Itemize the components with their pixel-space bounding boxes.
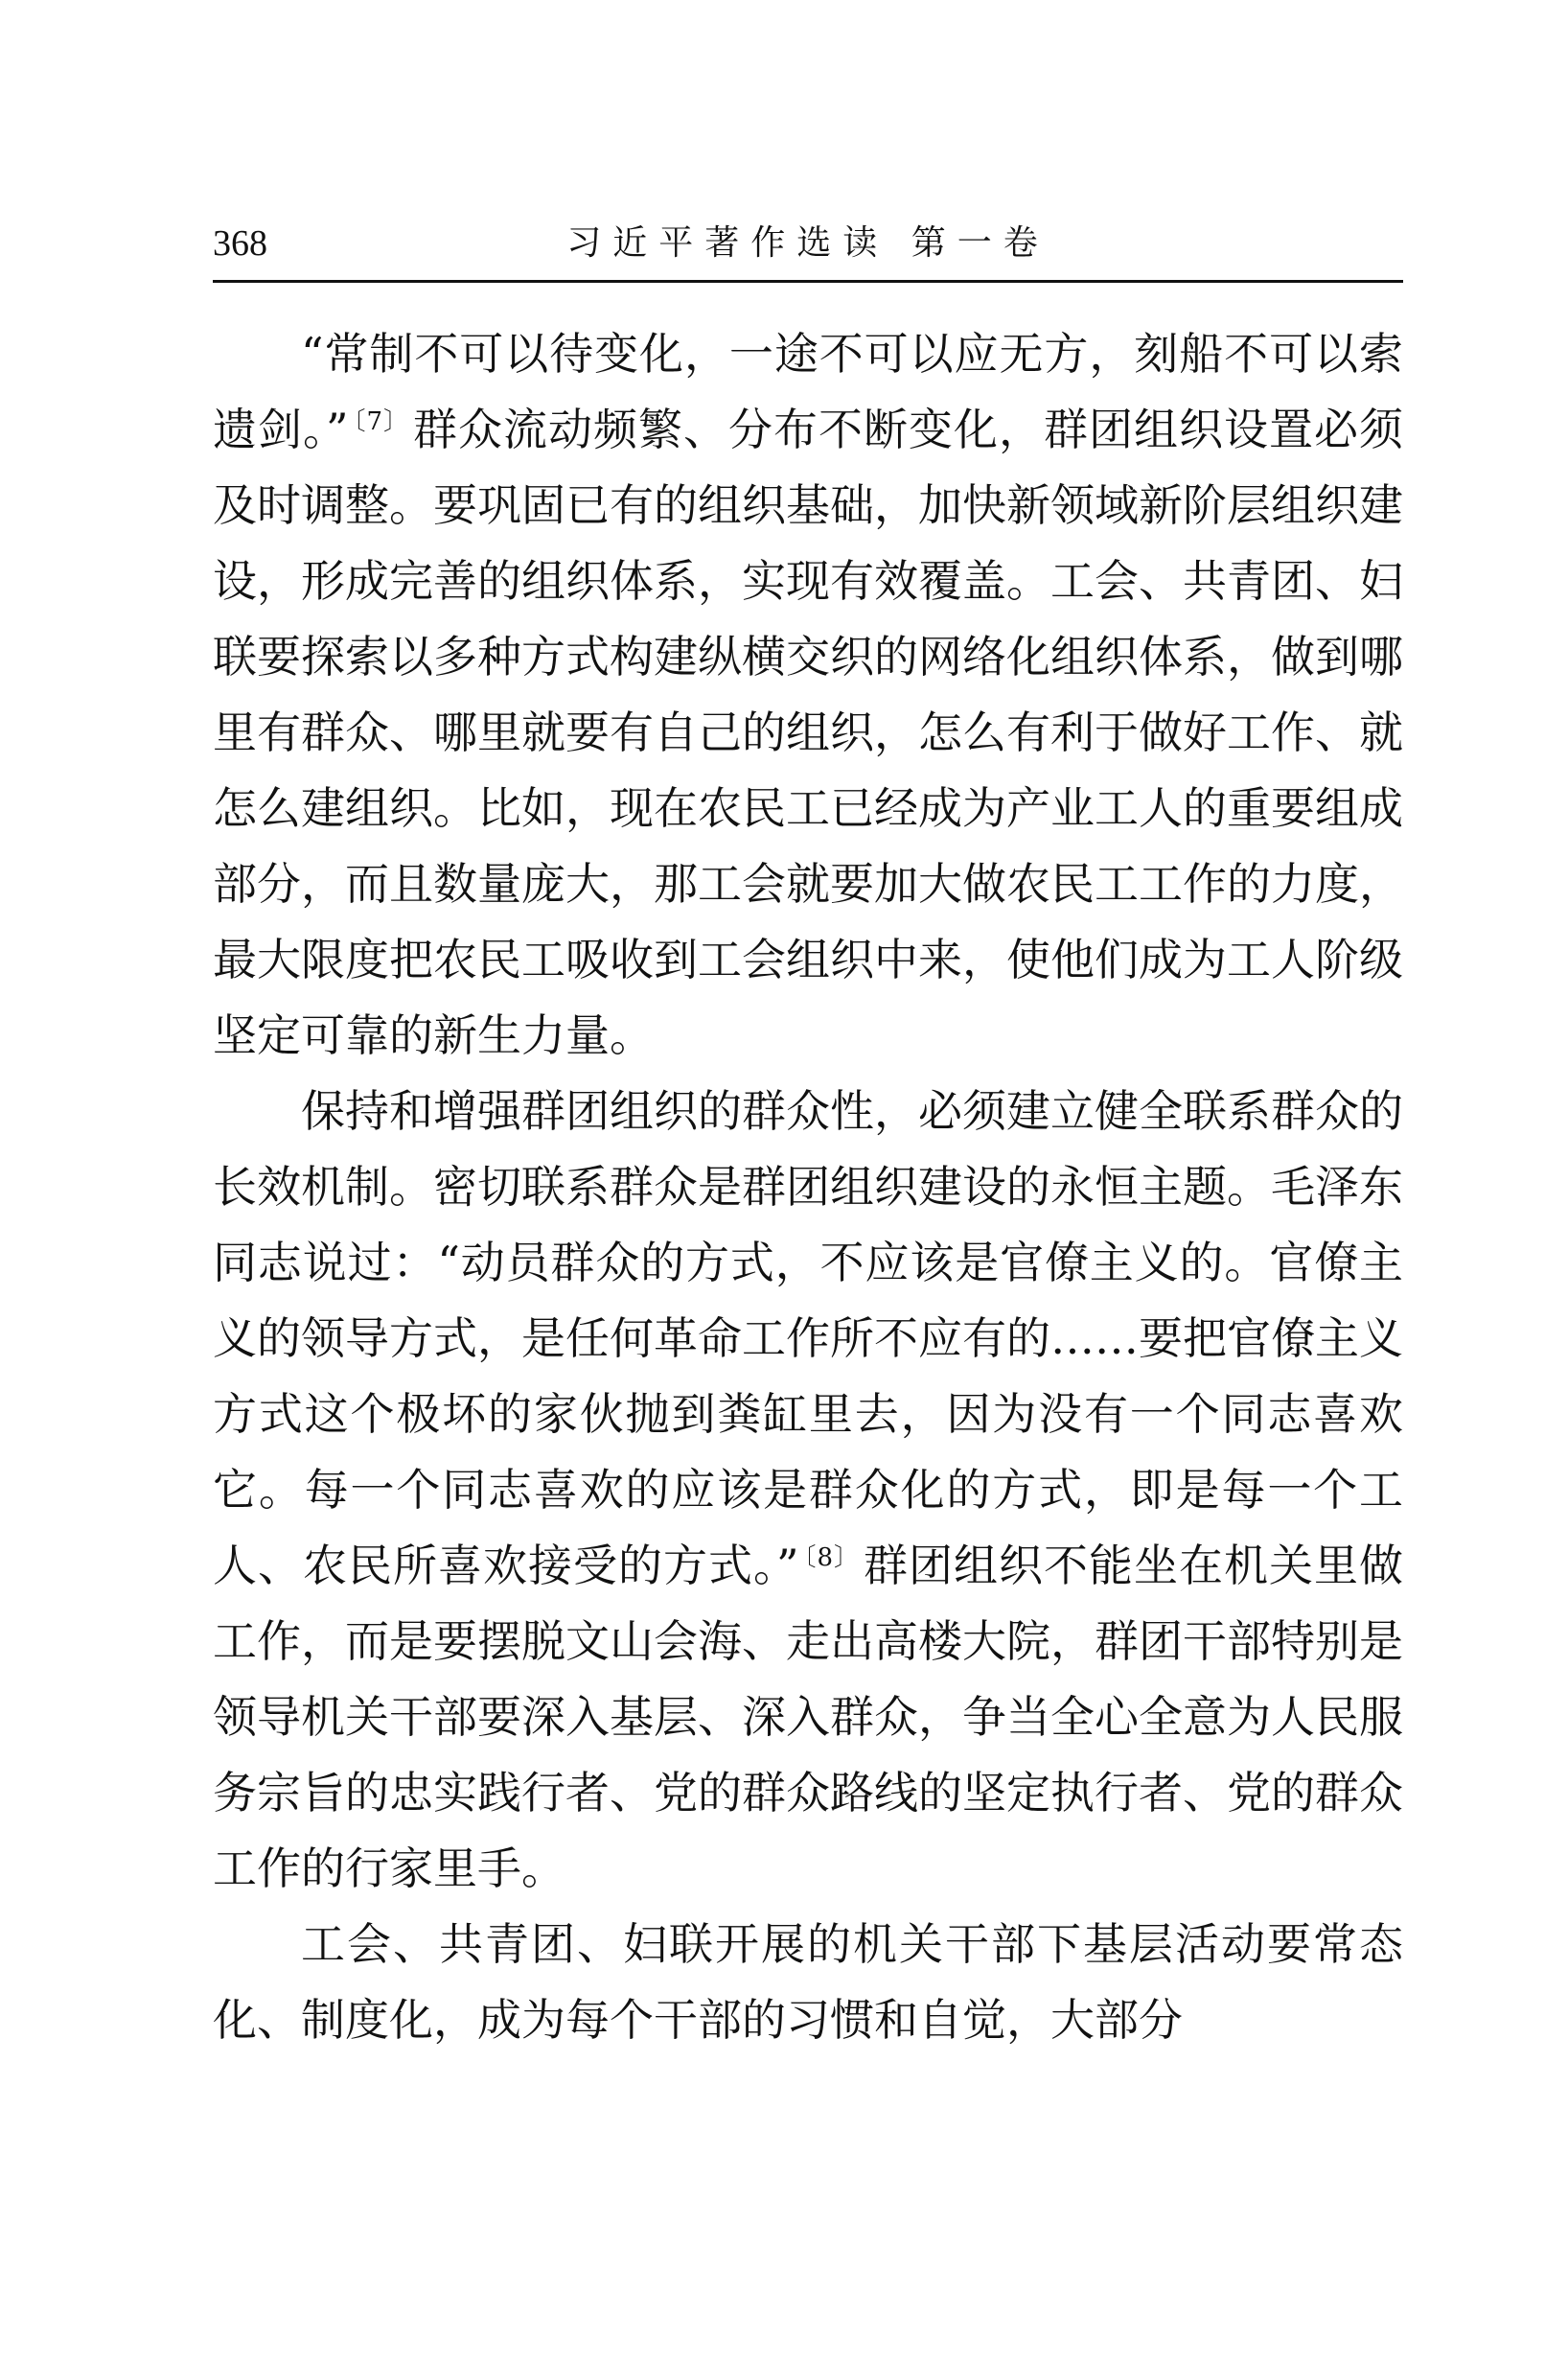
footnote-ref-8: 〔8〕 bbox=[802, 1542, 861, 1572]
footnote-ref-7: 〔7〕 bbox=[352, 406, 410, 436]
running-title: 习近平著作选读 第一卷 bbox=[566, 223, 1049, 263]
paragraph-1-text-b: 群众流动频繁、分布不断变化，群团组织设置必须及时调整。要巩固已有的组织基础，加快新领域新阶层组织建设，形成完善的组织体系，实现有效覆盖。工会、共青团、妇联要探索以多种方式构建纵横交织的网络化组织体系，做到哪里有群众、哪里就要有自己的组织，怎么有利于做好工作、就怎么建组织。比如，现在农民工已经成为产业工人的重要组成部分，而且数量庞大，那工会就要加大做农民工工作的力度，最大限度把农民工吸收到工会组织中来，使他们成为工人阶级坚定可靠的新生力量。 bbox=[213, 404, 1403, 1061]
paragraph-3: 工会、共青团、妇联开展的机关干部下基层活动要常态化、制度化，成为每个干部的习惯和自觉，大部分 bbox=[213, 1918, 1403, 2046]
paragraph-2-text-a: 保持和增强群团组织的群众性，必须建立健全联系群众的长效机制。密切联系群众是群团组织建设的永恒主题。毛泽东同志说过：“动员群众的方式，不应该是官僚主义的。官僚主义的领导方式，是任何革命工作所不应有的……要把官僚主义方式这个极坏的家伙抛到粪缸里去，因为没有一个同志喜欢它。每一个同志喜欢的应该是群众化的方式，即是每一个工人、农民所喜欢接受的方式。” bbox=[213, 1085, 1403, 1591]
paragraph-2 bbox=[213, 1074, 1403, 1907]
paragraph-2-text-b: 群团组织不能坐在机关里做工作，而是要摆脱文山会海、走出高楼大院，群团干部特别是领导机关干部要深入基层、深入群众，争当全心全意为人民服务宗旨的忠实践行者、党的群众路线的坚定执行者、党的群众工作的行家里手。 bbox=[213, 1540, 1403, 1894]
paragraph-1-text-a: “常制不可以待变化，一途不可以应无方，刻船不可以索遗剑。” bbox=[213, 328, 1403, 455]
page-number: 368 bbox=[213, 223, 267, 264]
header-rule bbox=[213, 280, 1403, 283]
body-text bbox=[213, 316, 1403, 2058]
page-header bbox=[213, 213, 1403, 280]
paragraph-1 bbox=[213, 316, 1403, 1074]
